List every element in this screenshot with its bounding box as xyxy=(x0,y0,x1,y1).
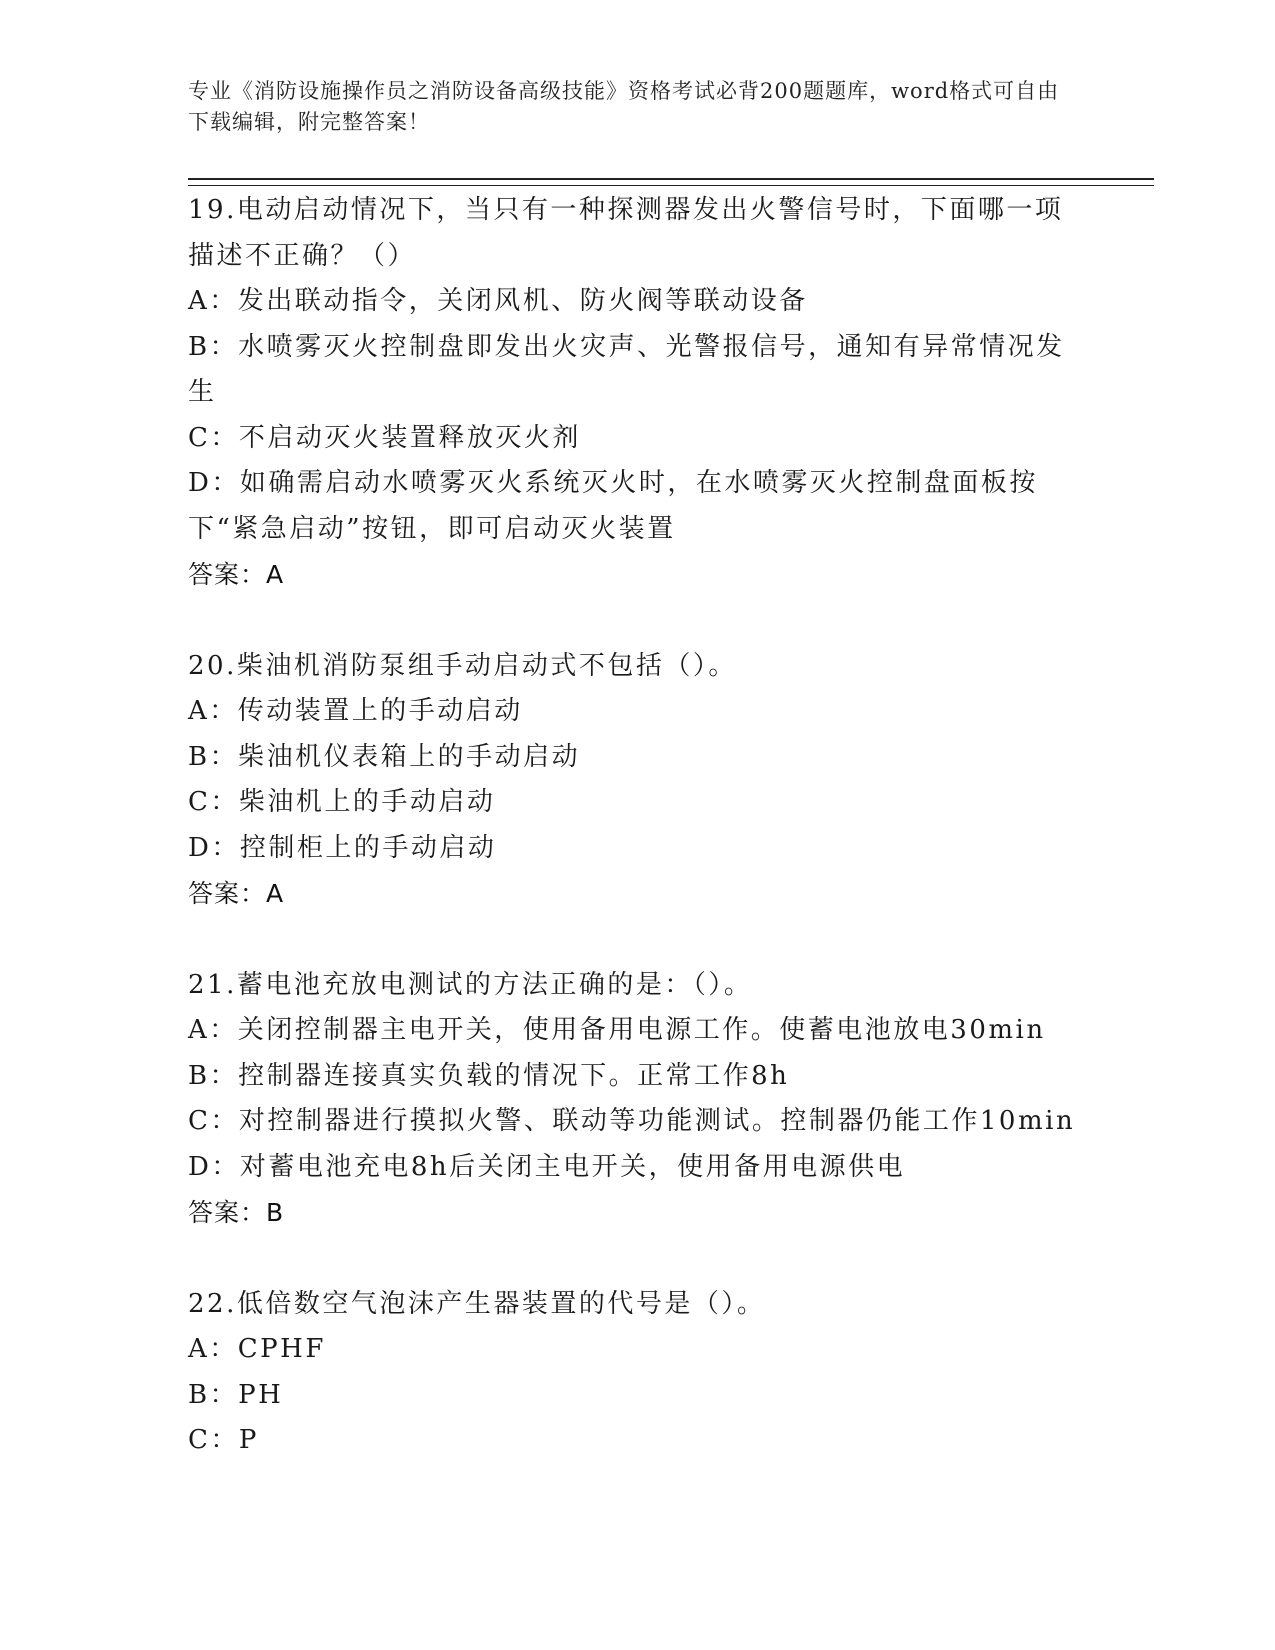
document-header: 专业《消防设施操作员之消防设备高级技能》资格考试必背200题题库，word格式可自由下载编辑，附完整答案！ xyxy=(188,79,1060,134)
answer-line: 答案：A xyxy=(188,560,285,589)
option-d: D：控制柜上的手动启动 xyxy=(188,832,497,863)
option-b: B：柴油机仪表箱上的手动启动 xyxy=(188,741,581,772)
question-item xyxy=(188,188,1088,598)
option-c: C：P xyxy=(188,1425,259,1455)
question-stem: 20.柴油机消防泵组手动启动式不包括（）。 xyxy=(188,650,737,681)
option-d: D：如确需启动水喷雾灭火系统灭火时，在水喷雾灭火控制盘面板按下“紧急启动”按钮，即可启动灭火装置 xyxy=(188,468,1038,544)
question-item xyxy=(188,963,1088,1236)
option-a: A：CPHF xyxy=(188,1334,326,1364)
option-b: B：PH xyxy=(188,1379,284,1410)
answer-line: 答案：B xyxy=(188,1198,285,1227)
answer-line: 答案：A xyxy=(188,879,285,908)
question-stem: 22.低倍数空气泡沫产生器装置的代号是（）。 xyxy=(188,1288,766,1319)
option-d: D：对蓄电池充电8h后关闭主电开关，使用备用电源供电 xyxy=(188,1151,906,1182)
option-a: A：发出联动指令，关闭风机、防火阀等联动设备 xyxy=(188,286,808,316)
question-stem: 19.电动启动情况下，当只有一种探测器发出火警信号时，下面哪一项描述不正确？（） xyxy=(188,195,1064,271)
option-c: C：不启动灭火装置释放灭火剂 xyxy=(188,422,581,453)
question-stem: 21.蓄电池充放电测试的方法正确的是：（）。 xyxy=(188,969,753,1000)
question-item xyxy=(188,1282,1088,1464)
option-c: C：对控制器进行摸拟火警、联动等功能测试。控制器仍能工作10min xyxy=(188,1106,1076,1136)
option-a: A：关闭控制器主电开关，使用备用电源工作。使蓄电池放电30min xyxy=(188,1015,1046,1045)
question-list xyxy=(188,188,1088,1510)
option-c: C：柴油机上的手动启动 xyxy=(188,787,496,817)
question-item xyxy=(188,644,1088,917)
option-a: A：传动装置上的手动启动 xyxy=(188,696,523,726)
option-b: B：控制器连接真实负载的情况下。正常工作8h xyxy=(188,1060,790,1091)
header-divider xyxy=(188,178,1154,186)
option-b: B：水喷雾灭火控制盘即发出火灾声、光警报信号，通知有异常情况发生 xyxy=(188,331,1065,407)
